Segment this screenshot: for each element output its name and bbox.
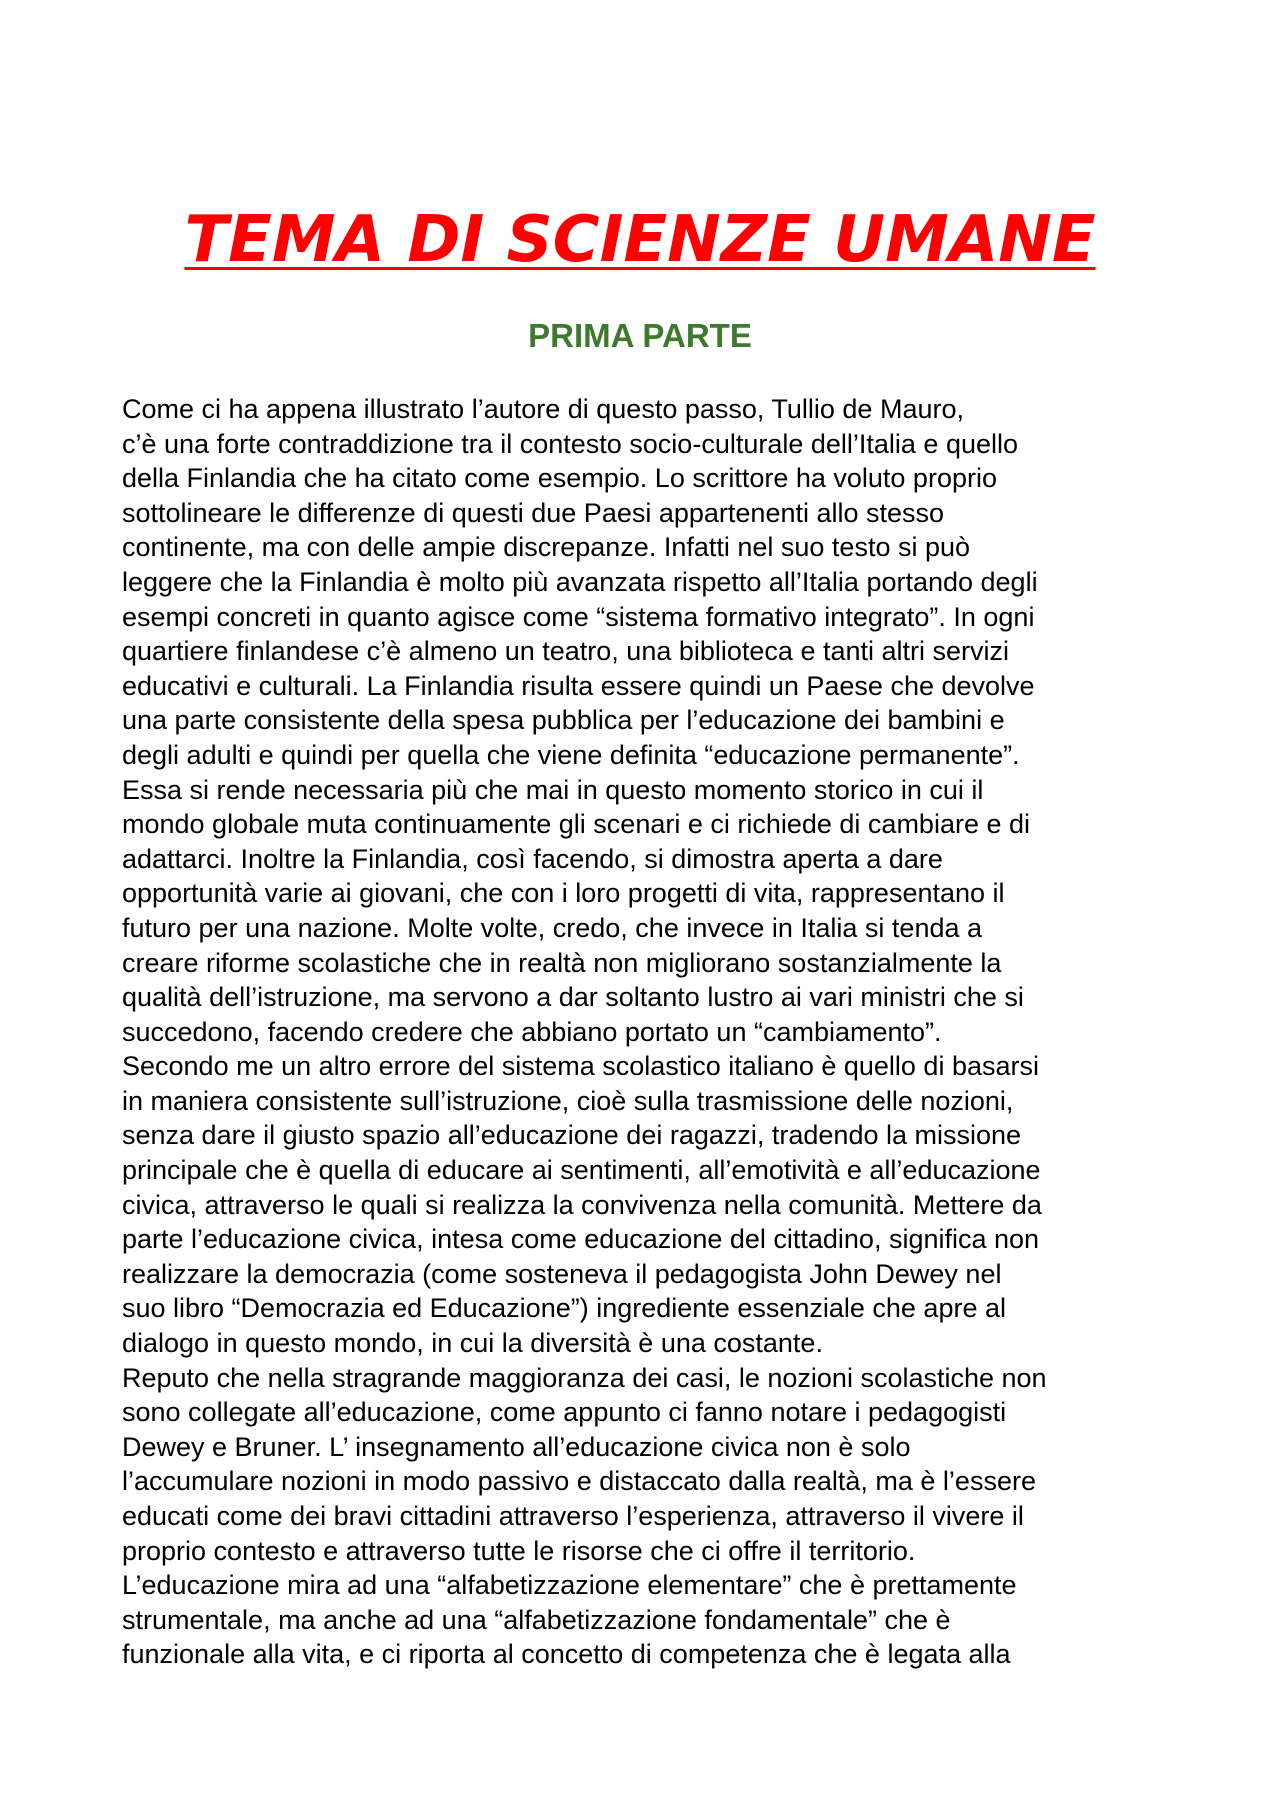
text-line: adattarci. Inoltre la Finlandia, così facendo, si dimostra aperta a dare	[122, 843, 943, 874]
text-line: Come ci ha appena illustrato l’autore di questo passo, Tullio de Mauro,	[122, 394, 964, 424]
text-line: dialogo in questo mondo, in cui la diversità è una costante.	[122, 1328, 823, 1359]
text-line: leggere che la Finlandia è molto più avanzata rispetto all’Italia portando degli	[122, 566, 1038, 597]
text-line: parte l’educazione civica, intesa come educazione del cittadino, significa non	[122, 1224, 1040, 1255]
text-line: suo libro “Democrazia ed Educazione”) ingrediente essenziale che apre al	[122, 1293, 1006, 1324]
text-line: una parte consistente della spesa pubblica per l’educazione dei bambini e	[122, 705, 1005, 736]
text-line: qualità dell’istruzione, ma servono a dar soltanto lustro ai vari ministri che si	[122, 982, 1024, 1013]
document-title: TEMA DI SCIENZE UMANE	[184, 203, 1096, 277]
text-line: continente, ma con delle ampie discrepanze. Infatti nel suo testo si può	[122, 532, 971, 563]
text-line: funzionale alla vita, e ci riporta al concetto di competenza che è legata alla	[122, 1639, 1011, 1670]
text-line: mondo globale muta continuamente gli scenari e ci richiede di cambiare e di	[122, 809, 1031, 840]
text-line: della Finlandia che ha citato come esempio. Lo scrittore ha voluto proprio	[122, 463, 997, 494]
text-line: c’è una forte contraddizione tra il contesto socio-culturale dell’Italia e quello	[122, 428, 1019, 459]
text-line: creare riforme scolastiche che in realtà non migliorano sostanzialmente la	[122, 947, 1002, 978]
text-line: Essa si rende necessaria più che mai in questo momento storico in cui il	[122, 774, 984, 805]
section-heading: PRIMA PARTE	[528, 317, 752, 354]
text-line: educati come dei bravi cittadini attraverso l’esperienza, attraverso il vivere il	[122, 1501, 1024, 1531]
text-line: sottolineare le differenze di questi due Paesi appartenenti allo stesso	[122, 497, 945, 528]
text-line: Reputo che nella stragrande maggioranza dei casi, le nozioni scolastiche non	[122, 1362, 1047, 1393]
text-line: degli adulti e quindi per quella che viene definita “educazione permanente”.	[122, 739, 1020, 770]
text-line: in maniera consistente sull’istruzione, cioè sulla trasmissione delle nozioni,	[122, 1085, 1014, 1116]
text-line: Dewey e Bruner. L’ insegnamento all’educazione civica non è solo	[122, 1431, 911, 1462]
text-line: educativi e culturali. La Finlandia risulta essere quindi un Paese che devolve	[122, 670, 1035, 701]
text-line: realizzare la democrazia (come sosteneva il pedagogista John Dewey nel	[122, 1258, 1002, 1289]
text-line: principale che è quella di educare ai sentimenti, all’emotività e all’educazione	[122, 1155, 1041, 1186]
text-line: civica, attraverso le quali si realizza la convivenza nella comunità. Mettere da	[122, 1189, 1042, 1220]
text-line: senza dare il giusto spazio all’educazione dei ragazzi, tradendo la missione	[122, 1120, 1022, 1151]
text-line: l’accumulare nozioni in modo passivo e distaccato dalla realtà, ma è l’essere	[122, 1466, 1036, 1497]
text-line: opportunità varie ai giovani, che con i loro progetti di vita, rappresentano il	[122, 878, 1005, 909]
text-line: L’educazione mira ad una “alfabetizzazione elementare” che è prettamente	[122, 1570, 1017, 1601]
text-line: esempi concreti in quanto agisce come “sistema formativo integrato”. In ogni	[122, 601, 1035, 632]
text-line: futuro per una nazione. Molte volte, credo, che invece in Italia si tenda a	[122, 912, 983, 943]
text-line: quartiere finlandese c’è almeno un teatro, una biblioteca e tanti altri servizi	[122, 636, 1010, 667]
text-line: succedono, facendo credere che abbiano portato un “cambiamento”.	[122, 1016, 942, 1047]
text-line: sono collegate all’educazione, come appunto ci fanno notare i pedagogisti	[122, 1397, 1007, 1428]
text-line: Secondo me un altro errore del sistema scolastico italiano è quello di basarsi	[122, 1051, 1039, 1082]
text-line: proprio contesto e attraverso tutte le risorse che ci offre il territorio.	[122, 1535, 916, 1566]
text-line: strumentale, ma anche ad una “alfabetizzazione fondamentale” che è	[122, 1604, 951, 1635]
body-paragraph	[122, 392, 1192, 1672]
